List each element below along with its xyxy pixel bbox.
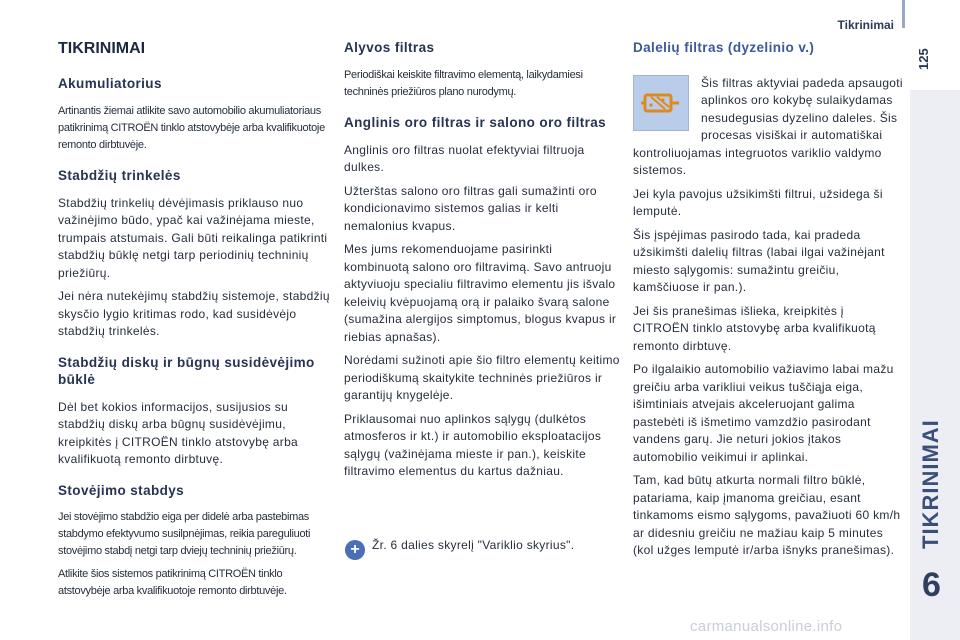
text-stovejimo-2: Atlikite šios sistemos patikrinimą CITROËN tinklo atstovybėje arba kvalifikuotoje remonto dirbtuvėje. [58,568,287,598]
page-number: 125 [916,48,931,70]
chapter-title: TIKRINIMAI [918,419,943,549]
section-title: Tikrinimai [837,18,894,32]
sidebar-top [910,0,960,90]
column-left [58,40,333,606]
text-salono-4: Norėdami sužinoti apie šio filtro elementų keitimo periodiškumą skaitykite techninės priežiūros ir garantijų knygelėje. [344,353,620,403]
text-daleliu-3: Šis įspėjimas pasirodo tada, kai pradeda užsikimšti dalelių filtras (labai ilgai važinėjant miesto sąlygomis: sumažintu greičiu, kamščiuose ir pan.). [633,227,885,295]
column-right [633,40,903,566]
page-title: TIKRINIMAI [58,40,146,57]
heading-akumuliatorius: Akumuliatorius [58,76,162,91]
text-salono-3: Mes jums rekomenduojame pasirinkti kombinuotą salono oro filtravimą. Savo antruoju aktyviuoju specialiu filtravimo elementu jis išvalo keleivių kvėpuojamą orą ir palaiko švarą salone (sumažina alergijos simptomus, blogus kvapus ir riebias apnašas). [344,242,617,344]
note-reference: Žr. 6 dalies skyrelį "Variklio skyrius". [372,538,575,552]
heading-daleliu: Dalelių filtras (dyzelinio v.) [633,40,815,55]
heading-salono: Anglinis oro filtras ir salono oro filtras [344,114,607,130]
text-daleliu-1: Šis filtras aktyviai padeda apsaugoti aplinkos oro kokybę sulaikydamas nesudegusias dyzelino daleles. Šis procesas visiškai ir automatiškai kontroliuojamas integruotos variklio valdymo sistemos. [633,75,903,178]
text-salono-5: Priklausomai nuo aplinkos sąlygų (dulkėtos atmosferos ir kt.) ir automobilio eksploatacijos sąlygų (važinėjama mieste ir pan.), keiskite filtravimo elementus du kartus dažniau. [344,411,602,479]
text-trinkeles-2: Jei nėra nutekėjimų stabdžių sistemoje, stabdžių skysčio lygio kritimas rodo, kad susidėvėjo stabdžių trinkelės. [58,289,330,339]
diesel-particle-filter-icon [633,75,689,131]
chapter-number: 6 [922,566,941,604]
watermark: carmanualsonline.info [690,618,843,635]
text-alyvos: Periodiškai keiskite filtravimo elementą, laikydamiesi techninės priežiūros plano nurodymų. [344,68,583,98]
text-daleliu-2: Jei kyla pavojus užsikimšti filtrui, užsidega ši lemputė. [633,186,883,219]
text-stovejimo-1: Jei stovėjimo stabdžio eiga per didelė arba pastebimas stabdymo efektyvumo susilpnėjimas, reikia pareguliuoti stovėjimo stabdį netgi tarp dviejų techninių priežiūrų. [58,511,311,558]
heading-diskai: Stabdžių diskų ir būgnų susidėvėjimo būklė [58,354,315,387]
text-daleliu-5: Po ilgalaikio automobilio važiavimo labai mažu greičiu arba varikliui veikus tuščiąja eiga, išimtiniais atvejais akceleruojant galima pastebėti iš išmetimo vamzdžio pasirodant vandens garų. Jie neturi jokios įtakos automobilio veikimui ir aplinkai. [633,362,894,464]
text-daleliu-6: Tam, kad būtų atkurta normali filtro būklė, patariama, kaip įmanoma greičiau, esant tinkamoms eismo sąlygoms, pavažiuoti 60 km/h ar didesniu greičiu ne mažiau kaip 5 minutes (kol užges lemputė ir/arba išnyks pranešimas). [633,473,901,558]
header-accent-bar [902,0,905,28]
text-salono-1: Anglinis oro filtras nuolat efektyviai filtruoja dulkes. [344,142,585,175]
column-middle [344,40,620,487]
heading-alyvos: Alyvos filtras [344,40,435,55]
heading-stovejimo: Stovėjimo stabdys [58,482,185,498]
text-salono-2: Užterštas salono oro filtras gali sumažinti oro kondicionavimo sistemos galias ir kelti nemalonius kvapus. [344,183,597,233]
text-diskai: Dėl bet kokios informacijos, susijusios su stabdžių diskų arba būgnų susidėvėjimu, kreipkitės į CITROËN tinklo atstovybę arba kvalifikuotą remonto dirbtuvę. [58,399,299,466]
text-trinkeles-1: Stabdžių trinkelių dėvėjimasis priklauso nuo važinėjimo būdo, ypač kai važinėjama mieste, trumpais atstumais. Gali būti reikalinga patikrinti stabdžių būklę netgi tarp periodinių techninių priežiūrų. [58,195,328,280]
text-daleliu-4: Jei šis pranešimas išlieka, kreipkitės į CITROËN tinklo atstovybę arba kvalifikuotą remonto dirbtuvę. [633,303,876,353]
plus-icon: + [345,540,365,560]
text-akumuliatorius: Artinantis žiemai atlikite savo automobilio akumuliatoriaus patikrinimą CITROËN tinklo atstovybėje arba kvalifikuotoje remonto dirbtuvėje. [58,104,325,151]
heading-trinkeles: Stabdžių trinkelės [58,167,181,183]
